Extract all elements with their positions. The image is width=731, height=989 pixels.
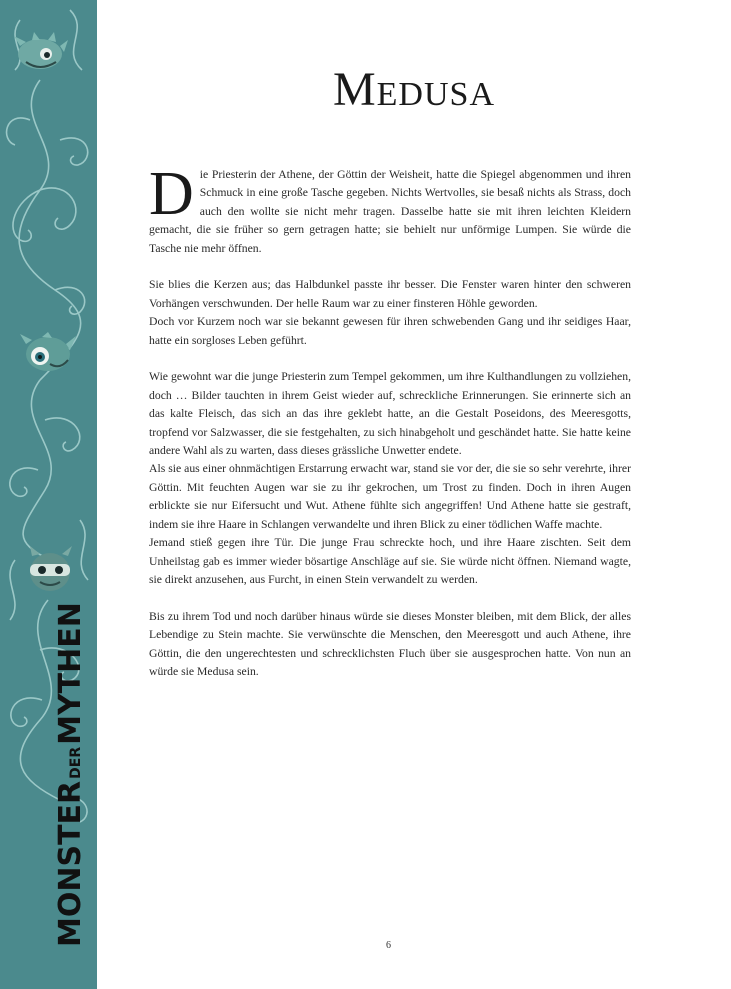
page-number: 6 xyxy=(386,940,391,951)
series-logo-word-2: DER xyxy=(68,746,84,779)
paragraph-1 xyxy=(149,160,631,258)
paragraph-1-text: ie Priesterin der Athene, der Göttin der Weisheit, hatte die Spiegel abgenommen und ihren Schmuck in eine große Tasche gegeben. Nichts Wertvolles, sie besaß nichts als Strass, doch auch den wollte sie nicht mehr tragen. Dasselbe hatte sie mit ihren leichten Kleidern gemacht, die sie früher so gern getragen hatte; sie behielt nur unförmige Lumpen. Sie würde die Tasche nie mehr öffnen. xyxy=(149,168,631,255)
series-logo xyxy=(14,602,88,947)
paragraph-7: Bis zu ihrem Tod und noch darüber hinaus würde sie dieses Monster bleiben, mit dem Blick, der alles Lebendige zu Stein machte. Sie verwünschte die Menschen, den Meeresgott und auch Athene, ihre Göttin, die den ungerechtesten und schrecklichsten Fluch über sie ausgesprochen hatte. Von nun an würde sie Medusa sein. xyxy=(149,609,631,678)
drop-cap: D xyxy=(149,160,194,228)
paragraph-4: Wie gewohnt war die junge Priesterin zum Tempel gekommen, um ihre Kulthandlungen zu vollziehen, doch … Bilder tauchten in ihrem Geist wieder auf, schreckliche Erinnerungen. Sie erinnerte sich an das kalte Fleisch, das sich an das ihre geklebt hatte, an die Gestalt Poseidons, des Meeresgotts, tropfend vor Salzwasser, die sie festgehalten, zu sich hinabgeholt und geschändet hatte. Sie hatte keine andere Wahl als zu warten, dass dieses grässliche Unwetter endete. xyxy=(149,370,631,458)
series-logo-word-3: MYTHEN xyxy=(53,602,88,745)
fish-monster-icon xyxy=(20,332,76,376)
decorative-sidebar xyxy=(0,0,97,989)
owl-monster-icon xyxy=(26,546,76,594)
paragraph-6: Jemand stieß gegen ihre Tür. Die junge Frau schreckte hoch, und ihre Haare zischten. Seit dem Unheilstag gab es immer wieder bösartige Anschläge auf sie. Sie würde nicht öffnen. Niemand wagte, sie direkt anzusehen, aus Furcht, in einen Stein verwandelt zu werden. xyxy=(149,536,631,586)
sea-monster-icon xyxy=(12,32,68,74)
paragraph-2: Sie blies die Kerzen aus; das Halbdunkel passte ihr besser. Die Fenster waren hinter den schweren Vorhängen verschwunden. Der helle Raum war zu einer finsteren Höhle geworden. xyxy=(149,278,631,310)
paragraph-5: Als sie aus einer ohnmächtigen Erstarrung erwacht war, stand sie vor der, die sie so sehr verehrte, ihrer Göttin. Mit feuchten Augen war sie zu ihr gekrochen, um Trost zu finden. Doch in ihren Augen erblickte sie nur Eifersucht und Wut. Athene fühlte sich angegriffen! Und Athene hatte sie gestraft, indem sie ihre Haare in Schlangen verwandelte und ihren Blick zu einer tödlichen Waffe machte. xyxy=(149,462,631,531)
series-logo-word-1: MONSTER xyxy=(53,780,88,947)
story-text xyxy=(149,160,631,700)
page-title: Medusa xyxy=(332,63,496,116)
paragraph-3: Doch vor Kurzem noch war sie bekannt gewesen für ihren schwebenden Gang und ihr seidiges Haar, hatte ein sorgloses Leben geführt. xyxy=(149,315,631,347)
